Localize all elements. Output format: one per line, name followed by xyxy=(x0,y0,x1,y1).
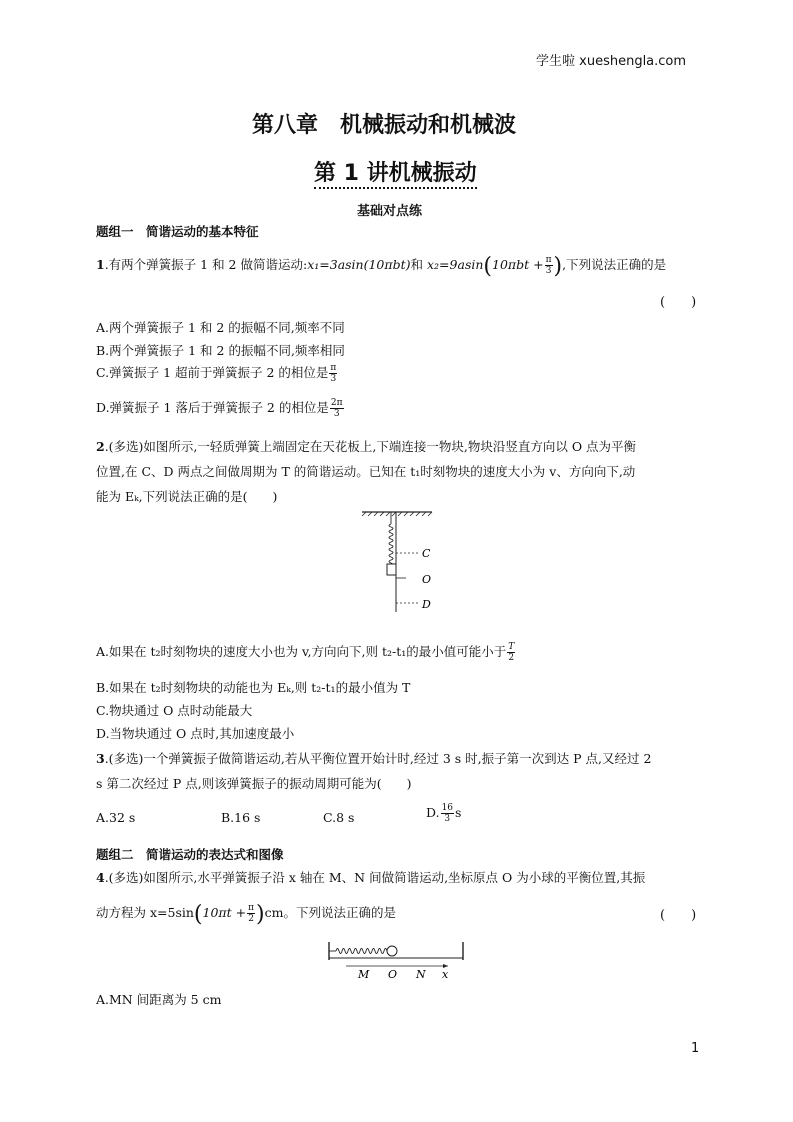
q2-line3: 能为 Eₖ,下列说法正确的是( ) xyxy=(96,489,278,504)
q3-option-d xyxy=(426,803,461,824)
q3-option-d-post: s xyxy=(455,805,462,820)
q4-lparen: ( xyxy=(193,902,203,927)
q3-option-b: B.16 s xyxy=(221,810,261,825)
fig-label-d: D xyxy=(422,598,431,611)
q1-text-a: .有两个弹簧振子 1 和 2 做简谐运动: xyxy=(104,257,308,272)
q3-option-d-pre: D. xyxy=(426,805,440,820)
q1-option-c-num: π xyxy=(330,363,337,373)
fig-label-n: N xyxy=(416,968,426,981)
q1-stem xyxy=(96,254,666,279)
q1-option-d xyxy=(96,398,345,419)
q1-eq1: x₁=3asin(10πbt) xyxy=(307,257,411,272)
q4-line2-pre: 动方程为 x=5sin xyxy=(96,905,194,920)
q4-number: 4 xyxy=(96,870,105,885)
q3-option-d-num: 16 xyxy=(441,803,454,813)
section-title: 基础对点练 xyxy=(357,204,423,219)
fig-label-x: x xyxy=(442,968,449,981)
q1-option-d-den: 3 xyxy=(333,409,340,419)
q1-number: 1 xyxy=(96,257,105,272)
q2-option-b: B.如果在 t₂时刻物块的动能也为 Eₖ,则 t₂-t₁的最小值为 T xyxy=(96,680,411,695)
q3-option-d-frac xyxy=(441,803,454,824)
lesson-title-text: 第 1 讲机械振动 xyxy=(314,161,477,189)
q3-option-d-den: 3 xyxy=(444,814,451,824)
q3-option-c: C.8 s xyxy=(323,810,355,825)
spring-horizontal-figure xyxy=(326,940,466,982)
q1-option-c xyxy=(96,363,338,384)
q1-option-d-text: D.弹簧振子 1 落后于弹簧振子 2 的相位是 xyxy=(96,400,329,415)
q4-line2 xyxy=(96,902,396,927)
q4-line1-text: .(多选)如图所示,水平弹簧振子沿 x 轴在 M、N 间做简谐运动,坐标原点 O 为小球的平衡位置,其振 xyxy=(104,870,646,885)
q3-option-a: A.32 s xyxy=(96,810,136,825)
fig-label-m: M xyxy=(358,968,370,981)
q1-option-b: B.两个弹簧振子 1 和 2 的振幅不同,频率相同 xyxy=(96,343,345,358)
q4-frac-num: π xyxy=(248,903,255,913)
q1-eq2-arg: 10πbt + xyxy=(492,257,544,272)
q1-option-d-frac xyxy=(330,398,344,419)
q2-option-a-num: T xyxy=(508,642,515,652)
q4-fraction xyxy=(247,903,255,924)
group1-title: 题组一 简谐运动的基本特征 xyxy=(96,224,259,239)
q4-rparen: ) xyxy=(256,902,265,927)
q1-tail: ,下列说法正确的是 xyxy=(562,257,667,272)
q4-answer-bracket: ( ) xyxy=(660,908,697,923)
group2-title: 题组二 简谐运动的表达式和图像 xyxy=(96,847,284,862)
q4-option-a: A.MN 间距离为 5 cm xyxy=(96,992,222,1007)
q2-option-c: C.物块通过 O 点时动能最大 xyxy=(96,703,253,718)
q2-line1-text: .(多选)如图所示,一轻质弹簧上端固定在天花板上,下端连接一物块,物块沿竖直方向以 O 点为平衡 xyxy=(104,439,637,454)
q1-frac-den: 3 xyxy=(545,266,552,276)
q3-line1 xyxy=(96,749,651,767)
q4-frac-den: 2 xyxy=(248,914,254,924)
fig-label-o: O xyxy=(422,573,432,586)
q3-line2: s 第二次经过 P 点,则该弹簧振子的振动周期可能为( ) xyxy=(96,776,412,791)
q1-fraction xyxy=(545,255,553,276)
lesson-title xyxy=(314,156,477,187)
q2-option-d: D.当物块通过 O 点时,其加速度最小 xyxy=(96,726,295,741)
spring-vertical-figure xyxy=(360,508,440,616)
q2-option-a-text: A.如果在 t₂时刻物块的速度大小也为 v,方向向下,则 t₂-t₁的最小值可能小于 xyxy=(96,644,507,659)
q3-line1-text: .(多选)一个弹簧振子做简谐运动,若从平衡位置开始计时,经过 3 s 时,振子第一次到达 P 点,又经过 2 xyxy=(104,751,652,766)
q2-option-a-den: 2 xyxy=(508,653,515,663)
fig-label-c: C xyxy=(422,547,431,560)
q1-eq2-pre: x₂=9asin xyxy=(427,257,484,272)
q4-line2-post: cm。下列说法正确的是 xyxy=(264,905,396,920)
site-header: 学生啦 xueshengla.com xyxy=(536,54,687,69)
q1-frac-num: π xyxy=(545,255,552,265)
q1-option-c-den: 3 xyxy=(330,374,337,384)
q1-option-c-text: C.弹簧振子 1 超前于弹簧振子 2 的相位是 xyxy=(96,365,329,380)
q1-answer-bracket: ( ) xyxy=(660,295,697,310)
q2-line1 xyxy=(96,437,636,455)
q4-line1 xyxy=(96,868,645,886)
q1-mid: 和 xyxy=(410,257,427,272)
q2-number: 2 xyxy=(96,439,105,454)
q1-option-d-num: 2π xyxy=(330,398,343,408)
q3-number: 3 xyxy=(96,751,105,766)
chapter-title: 第八章 机械振动和机械波 xyxy=(252,113,517,138)
q2-option-a-frac xyxy=(507,642,515,663)
fig-label-o2: O xyxy=(388,968,398,981)
q1-option-a: A.两个弹簧振子 1 和 2 的振幅不同,频率不同 xyxy=(96,320,345,335)
page-number: 1 xyxy=(691,1041,700,1056)
q4-line2-arg: 10πt + xyxy=(202,905,247,920)
q1-option-c-frac xyxy=(329,363,337,384)
q2-line2: 位置,在 C、D 两点之间做周期为 T 的简谐运动。已知在 t₁时刻物块的速度大小为 v、方向向下,动 xyxy=(96,464,636,479)
q1-lparen: ( xyxy=(483,254,492,279)
q1-rparen: ) xyxy=(553,254,563,279)
q2-option-a xyxy=(96,642,516,663)
